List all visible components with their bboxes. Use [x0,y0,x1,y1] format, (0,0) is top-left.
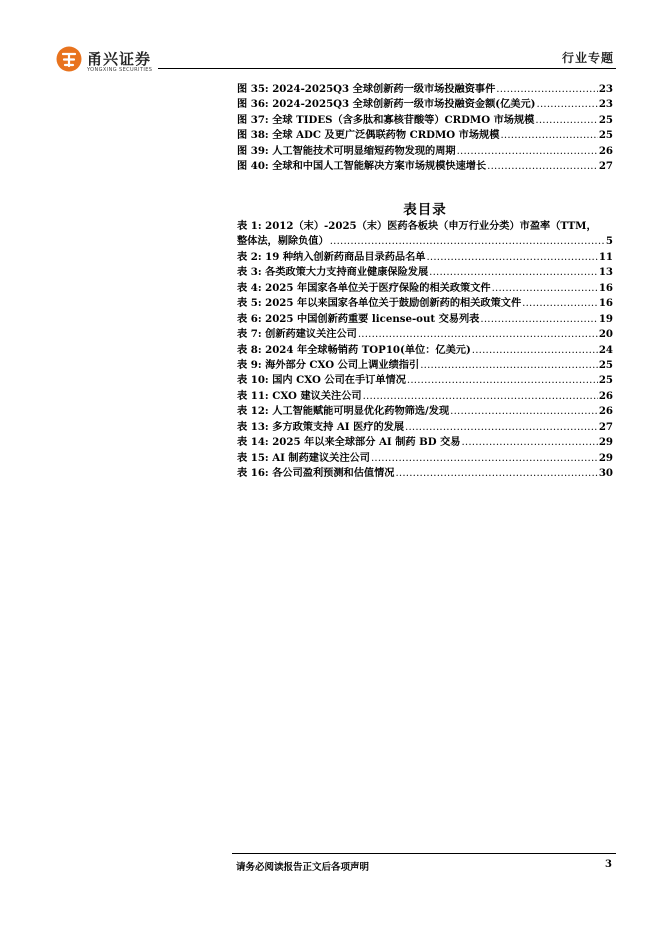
toc-entry[interactable] [237,144,613,159]
toc-entry-label: 整体法，剔除负值） [237,235,329,248]
toc-entry[interactable] [237,327,613,342]
leader-dots [537,97,598,112]
toc-entry[interactable] [237,389,613,404]
toc-entry-page: 16 [598,281,613,294]
toc-entry-page: 13 [598,266,613,279]
toc-entry-label: 图 38: 全球 ADC 及更广泛偶联药物 CRDMO 市场规模 [237,129,500,142]
toc-entry[interactable] [237,420,613,435]
toc-entry-page: 25 [598,129,613,142]
toc-entry-label: 表 15: AI 制药建议关注公司 [237,451,370,464]
toc-entry-label: 表 2: 19 种纳入创新药商品目录药品名单 [237,250,426,263]
leader-dots [405,420,598,435]
report-type: 行业专题 [561,51,614,65]
toc-entry-label: 表 11: CXO 建议关注公司 [237,389,362,402]
toc-entry-page: 27 [598,160,613,173]
toc-entry-label: 表 9: 海外部分 CXO 公司上调业绩指引 [237,358,420,371]
toc-entry[interactable] [237,159,613,174]
toc-entry-label: 图 37: 全球 TIDES（含多肽和寡核苷酸等）CRDMO 市场规模 [237,113,535,126]
toc-entry-page: 5 [605,235,613,248]
toc-entry-label: 表 12: 人工智能赋能可明显优化药物筛选/发现 [237,405,450,418]
toc-entry-page: 19 [598,312,613,325]
leader-dots [496,82,598,97]
toc-entry-label: 图 40: 全球和中国人工智能解决方案市场规模快速增长 [237,160,487,173]
tables-heading: 表目录 [403,202,447,218]
leader-dots [535,113,597,128]
toc-entry-label: 表 10: 国内 CXO 公司在手订单情况 [237,374,406,387]
toc-entry-page: 16 [598,297,613,310]
table-list [237,219,613,481]
toc-entry[interactable] [237,404,613,419]
leader-dots [450,404,598,419]
toc-entry-page: 25 [598,358,613,371]
leader-dots [330,234,605,249]
footer-divider [232,853,616,854]
toc-entry-page: 23 [598,98,613,111]
brand-name: 甬兴证券 [87,50,152,68]
toc-entry[interactable] [237,296,613,311]
toc-entry[interactable] [237,113,613,128]
leader-dots [457,144,598,159]
toc-entry-page: 30 [598,467,613,479]
toc-entry-label: 表 6: 2025 中国创新药重要 license-out 交易列表 [237,312,480,325]
leader-dots [500,128,597,143]
page-header [0,0,662,80]
toc-entry-label: 图 36: 2024-2025Q3 全球创新药一级市场投融资金额(亿美元) [237,98,536,111]
toc-entry[interactable] [237,358,613,373]
toc-entry-page: 29 [598,436,613,449]
toc-entry-page: 23 [598,83,613,95]
brand-logo-icon [56,46,82,72]
toc-entry[interactable] [237,466,613,481]
toc-entry[interactable] [237,373,613,388]
toc-entry[interactable] [237,250,613,265]
toc-entry-label: 表 4: 2025 年国家各单位关于医疗保险的相关政策文件 [237,281,491,294]
toc-entry-page: 20 [598,328,613,341]
toc-entry-label: 表 5: 2025 年以来国家各单位关于鼓励创新药的相关政策文件 [237,297,522,310]
toc-entry-page: 25 [598,113,613,126]
toc-entry[interactable] [237,281,613,296]
toc-entry[interactable] [237,128,613,143]
figure-list [237,82,613,175]
leader-dots [472,343,598,358]
leader-dots [363,389,598,404]
leader-dots [395,466,597,481]
toc-entry-label: 表 7: 创新药建议关注公司 [237,328,357,341]
toc-entry-page: 26 [598,405,613,418]
toc-entry-page: 25 [598,374,613,387]
header-divider [158,68,616,69]
brand-subtitle: YONGXING SECURITIES [87,67,153,73]
footer-disclaimer: 请务必阅读报告正文后各项声明 [236,862,370,873]
toc-entry-label: 图 39: 人工智能技术可明显缩短药物发现的周期 [237,144,456,157]
leader-dots [480,312,597,327]
toc-entry[interactable] [237,451,613,466]
leader-dots [407,373,598,388]
toc-entry-page: 26 [598,144,613,157]
leader-dots [487,159,598,174]
toc-entry-page: 11 [598,250,613,263]
toc-entry[interactable] [237,312,613,327]
leader-dots [429,265,598,280]
toc-entry-label: 图 35: 2024-2025Q3 全球创新药一级市场投融资事件 [237,83,496,95]
toc-entry[interactable] [237,435,613,450]
leader-dots [371,451,598,466]
leader-dots [420,358,598,373]
toc-entry-label: 表 3: 各类政策大力支持商业健康保险发展 [237,266,429,279]
toc-entry-label: 表 16: 各公司盈利预测和估值情况 [237,467,395,479]
toc-entry[interactable] [237,97,613,112]
toc-entry-label: 表 13: 多方政策支持 AI 医疗的发展 [237,420,405,433]
toc-entry-page: 24 [598,343,613,356]
toc-entry[interactable] [237,265,613,280]
toc-entry[interactable] [237,234,613,249]
page-number: 3 [605,859,612,870]
toc-entry[interactable] [237,343,613,358]
brand-logo [56,46,156,76]
leader-dots [426,250,597,265]
leader-dots [461,435,597,450]
toc-entry-page: 29 [598,451,613,464]
leader-dots [522,296,598,311]
toc-entry-page: 26 [598,389,613,402]
toc-entry-label-line1[interactable]: 表 1: 2012（末）-2025（末）医药各板块（申万行业分类）市盈率（TTM， [237,220,597,232]
leader-dots [492,281,598,296]
toc-entry-label: 表 14: 2025 年以来全球部分 AI 制药 BD 交易 [237,436,461,449]
toc-entry-label: 表 8: 2024 年全球畅销药 TOP10(单位：亿美元) [237,343,471,356]
toc-entry-page: 27 [598,420,613,433]
toc-entry[interactable] [237,82,613,97]
leader-dots [358,327,598,342]
